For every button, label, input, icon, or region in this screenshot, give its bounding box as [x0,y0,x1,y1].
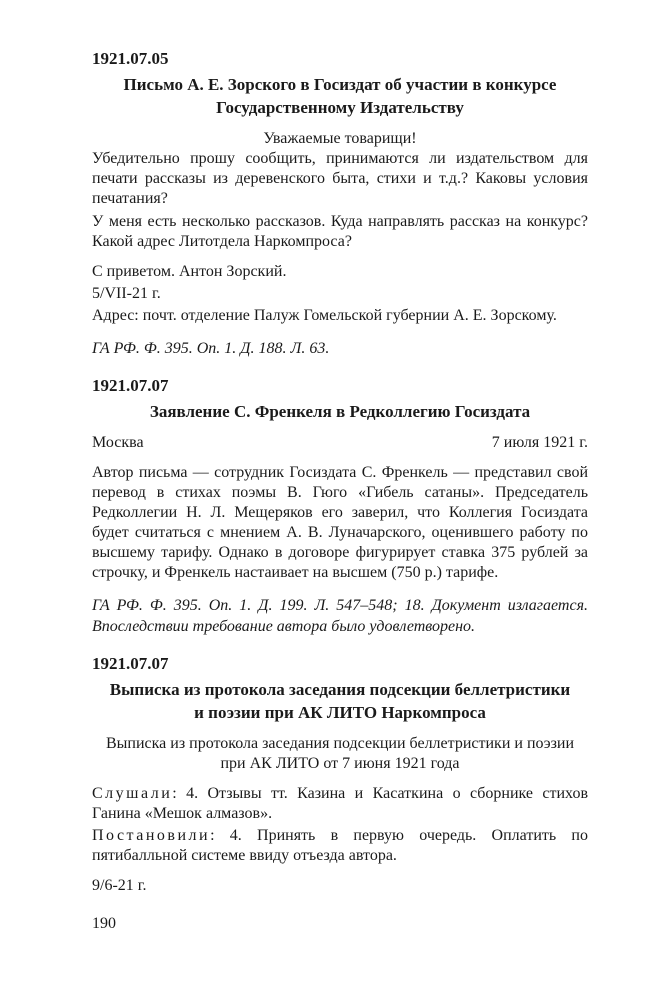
subtitle-line: Выписка из протокола заседания подсекции беллетристики и поэзии [105,735,575,752]
heard-text: : 4. Отзывы тт. Казина и Касаткина о сборнике стихов Ганина «Мешок алмазов». [92,785,588,822]
paragraph: Убедительно прошу сообщить, принимаются ли издательством для печати рассказы из деревенского быта, стихи и т.д.? Каковы условия печатания? [92,150,588,207]
paragraph: У меня есть несколько рассказов. Куда направлять рассказ на конкурс? Какой адрес Литотдела Наркомпроса? [92,213,588,250]
page-number: 190 [92,915,116,932]
title-line: Государственному Издательству [216,98,464,117]
closing-line: Адрес: почт. отделение Палуж Гомельской губернии А. Е. Зорскому. [92,307,557,324]
heard-paragraph [92,784,588,824]
place-date-row [92,433,588,453]
heard-label: Слушали [92,785,173,802]
entry-date: 1921.07.05 [92,49,169,68]
archive-source: ГА РФ. Ф. 395. Оп. 1. Д. 188. Л. 63. [92,340,330,357]
resolved-text: : 4. Принять в первую очередь. Оплатить по пятибалльной системе ввиду отъезда автора. [92,827,588,864]
page-content [92,48,588,896]
document-date: 7 июля 1921 г. [491,434,588,451]
entry-title [92,678,588,724]
title-line: Заявление С. Френкеля в Редколлегию Госиздата [149,402,531,421]
title-line: и поэзии при АК ЛИТО Наркомпроса [194,703,486,722]
resolved-paragraph [92,826,588,866]
closing-line: 5/VII-21 г. [92,285,161,302]
place: Москва [92,434,144,451]
subtitle [92,734,588,774]
closing-line: С приветом. Антон Зорский. [92,263,287,280]
title-line: Письмо А. Е. Зорского в Госиздат об участии в конкурсе [123,75,557,94]
greeting: Уважаемые товарищи! [263,130,417,147]
signed-date: 9/6-21 г. [92,877,147,894]
entry-date: 1921.07.07 [92,654,169,673]
archive-source: ГА РФ. Ф. 395. Оп. 1. Д. 199. Л. 547–548; 18. Документ излагается. Впоследствии требование автора было удовлетворено. [92,597,588,635]
paragraph: Автор письма — сотрудник Госиздата С. Френкель — представил свой перевод в стихах поэмы В. Гюго «Гибель сатаны». Председатель Редколлегии Н. Л. Мещеряков его заверил, что Коллегия Госиздата будет считаться с мнением А. В. Луначарского, оценившего работу по высшему тарифу. Однако в договоре фигурирует ставка 375 рублей за строчку, и Френкель настаивает на высшем (750 р.) тарифе. [92,464,588,581]
title-line: Выписка из протокола заседания подсекции беллетристики [109,680,571,699]
resolved-label: Постановили [92,827,211,844]
entry-date: 1921.07.07 [92,376,169,395]
entry-title [92,400,588,423]
subtitle-line: при АК ЛИТО от 7 июня 1921 года [220,755,460,772]
entry-title [92,73,588,119]
